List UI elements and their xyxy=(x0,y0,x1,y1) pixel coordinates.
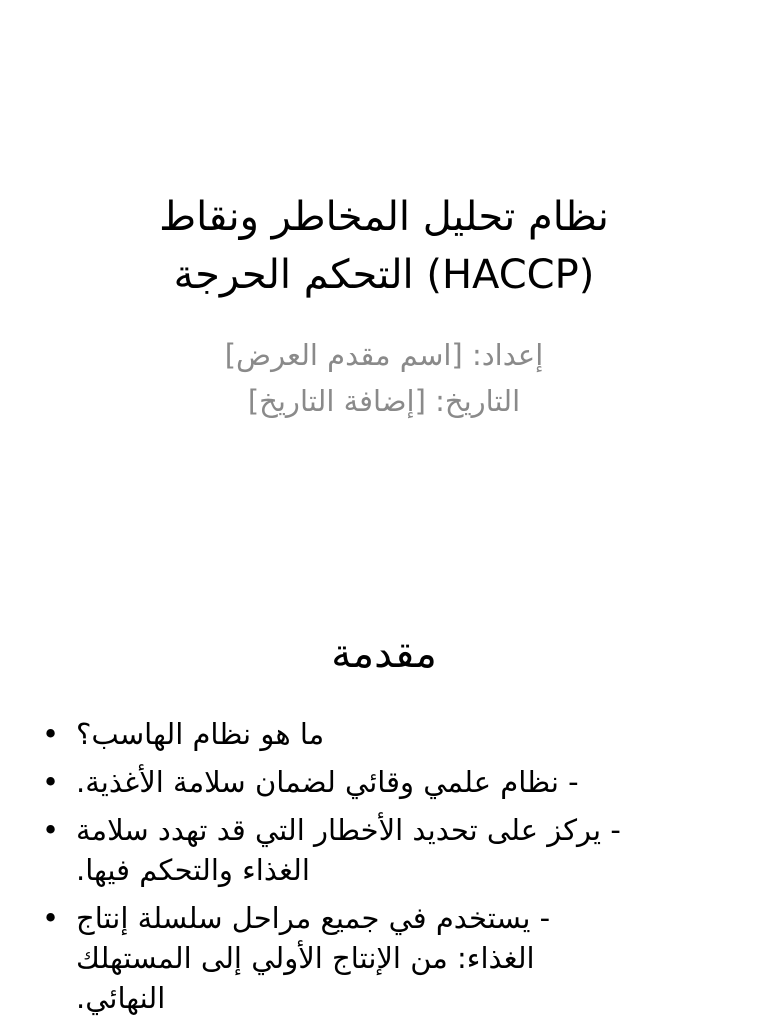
bullet-text xyxy=(76,762,728,802)
bullet-line: - يركز على تحديد الأخطار التي قد تهدد سلامة xyxy=(76,813,621,847)
bullet-icon: • xyxy=(42,717,60,751)
title-line-1: نظام تحليل المخاطر ونقاط xyxy=(159,194,609,240)
presenter-line: إعداد: [اسم مقدم العرض] xyxy=(224,338,544,372)
bullet-icon: • xyxy=(42,813,60,847)
bullet-line: ما هو نظام الهاسب؟ xyxy=(76,717,325,751)
list-item xyxy=(38,810,728,890)
bullet-line: النهائي. xyxy=(76,981,166,1015)
introduction-slide xyxy=(0,576,768,1024)
list-item xyxy=(38,898,728,1018)
list-item xyxy=(38,714,728,754)
bullet-line: - يستخدم في جميع مراحل سلسلة إنتاج xyxy=(76,901,551,935)
title-line-2: التحكم الحرجة (HACCP) xyxy=(173,252,595,298)
bullet-line: الغذاء والتحكم فيها. xyxy=(76,853,310,887)
subtitle-block xyxy=(60,332,708,424)
list-item xyxy=(38,762,728,802)
bullet-icon: • xyxy=(42,765,60,799)
bullet-text xyxy=(76,714,728,754)
section-title: مقدمة xyxy=(331,631,437,677)
bullet-icon: • xyxy=(42,901,60,935)
bullet-list xyxy=(38,714,728,1026)
bullet-text xyxy=(76,898,728,1018)
bullet-line: الغذاء: من الإنتاج الأولي إلى المستهلك xyxy=(76,941,535,975)
bullet-line: - نظام علمي وقائي لضمان سلامة الأغذية. xyxy=(76,765,579,799)
presentation-title xyxy=(60,188,708,304)
bullet-text xyxy=(76,810,728,890)
date-line: التاريخ: [إضافة التاريخ] xyxy=(247,384,521,418)
